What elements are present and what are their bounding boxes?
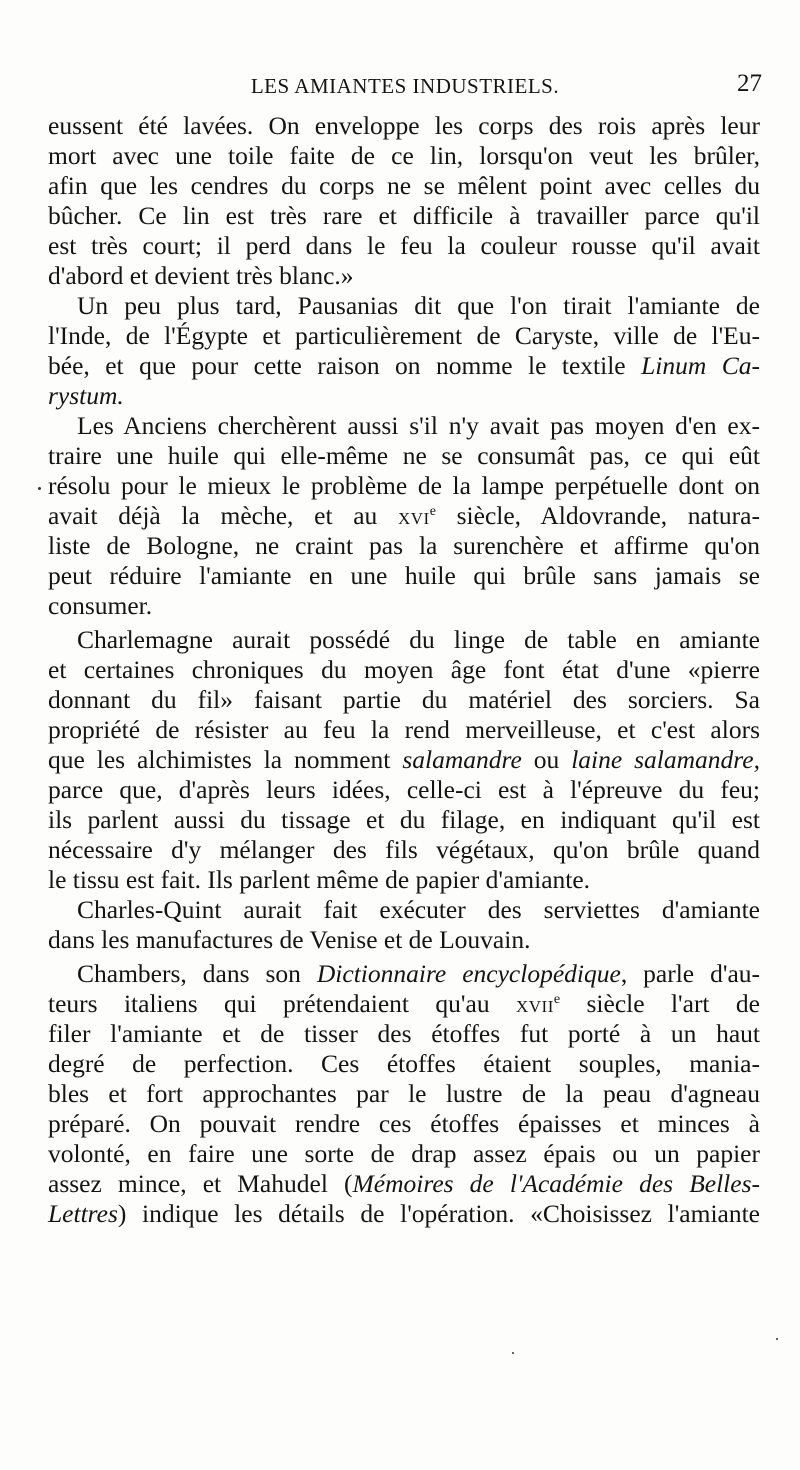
text-segment: Chambers, dans son [77,959,317,988]
text-line [48,1019,760,1049]
text-segment: Les Anciens cherchèrent aussi s'il n'y avait pas moyen d'en ex- [77,411,760,440]
text-line [48,411,760,441]
print-speck [38,487,41,490]
text-segment: ils parlent aussi du tissage et du filage, en indiquant qu'il est [48,805,760,834]
text-line [48,715,760,745]
text-line [48,989,760,1019]
text-segment: propriété de résister au feu la rend merveilleuse, et c'est alors [48,715,760,744]
text-line [48,111,760,141]
text-segment: XVII [515,997,554,1016]
text-line [48,775,760,805]
print-speck [776,1338,778,1340]
italic-text: Dictionnaire encyclopédique [316,959,621,988]
text-segment: parce que, d'après leurs idées, celle-ci est à l'épreuve du feu; [48,775,760,804]
text-line [48,291,760,321]
text-segment: siècle, Aldovrande, natura- [435,501,760,530]
text-line [48,231,760,261]
text-segment: Charles-Quint aurait fait exécuter des serviettes d'amiante [77,895,760,924]
text-segment: Un peu plus tard, Pausanias dit que l'on tirait l'amiante de [77,291,760,320]
text-segment: Charlemagne aurait possédé du linge de table en amiante [77,625,760,654]
text-segment: dans les manufactures de Venise et de Louvain. [48,925,531,954]
text-segment: résolu pour le mieux le problème de la lampe perpétuelle dont on [48,471,760,500]
text-line [48,591,760,621]
text-segment: le tissu est fait. Ils parlent même de papier d'amiante. [48,865,591,894]
text-line [48,1109,760,1139]
italic-text: rystum. [48,381,124,410]
text-segment: avait déjà la mèche, et au [48,501,398,530]
text-line [48,561,760,591]
text-line [48,925,760,955]
print-speck [512,1352,514,1354]
text-line [48,531,760,561]
text-line [48,865,760,895]
text-segment: degré de perfection. Ces étoffes étaient souples, mania- [48,1049,760,1078]
text-segment: consumer. [48,591,153,620]
text-segment: assez mince, et Mahudel ( [48,1169,353,1198]
text-line [48,835,760,865]
italic-text: Linum Ca- [641,351,761,380]
text-line [48,381,760,411]
text-line [48,959,760,989]
text-segment: et certaines chroniques du moyen âge font état d'une «pierre [48,655,760,684]
text-line [48,351,760,381]
text-line [48,1169,760,1199]
text-segment: mort avec une toile faite de ce lin, lorsqu'on veut les brûler, [48,141,760,170]
text-line [48,745,760,775]
text-line [48,625,760,655]
text-segment: afin que les cendres du corps ne se mêlent point avec celles du [48,171,760,200]
text-segment: nécessaire d'y mélanger des fils végétaux, qu'on brûle quand [48,835,760,864]
text-segment: XVI [397,509,430,528]
text-line [48,895,760,925]
text-line [48,141,760,171]
text-segment: e [429,504,436,519]
text-line [48,1049,760,1079]
text-segment: eussent été lavées. On enveloppe les corps des rois après leur [48,111,760,140]
text-line [48,171,760,201]
text-line [48,805,760,835]
text-segment: ) indique les détails de l'opération. «Choisissez l'amiante [117,1199,760,1228]
running-title: LES AMIANTES INDUSTRIELS. [250,74,560,98]
italic-text: salamandre [402,745,522,774]
text-segment: l'Inde, de l'Égypte et particulièrement de Caryste, ville de l'Eu- [48,321,760,350]
text-segment: , parle d'au- [620,959,761,988]
text-line [48,201,760,231]
text-segment: filer l'amiante et de tisser des étoffes fut porté à un haut [48,1019,760,1048]
text-segment: est très court; il perd dans le feu la couleur rousse qu'il avait [48,231,760,260]
text-segment: teurs italiens qui prétendaient qu'au [48,989,516,1018]
text-line [48,441,760,471]
italic-text: laine salamandre, [571,745,760,774]
text-segment: d'abord et devient très blanc.» [48,261,354,290]
text-line [48,501,760,531]
text-line [48,261,760,291]
text-segment: bûcher. Ce lin est très rare et difficile à travailler parce qu'il [48,201,760,230]
italic-text: Mémoires de l'Académie des Belles- [352,1169,760,1198]
text-line [48,471,760,501]
text-segment: liste de Bologne, ne craint pas la surenchère et affirme qu'on [48,531,760,560]
text-line [48,655,760,685]
text-line [48,1199,760,1229]
italic-text: Lettres [48,1199,118,1228]
text-segment: donnant du fil» faisant partie du matériel des sorciers. Sa [48,685,760,714]
text-segment: traire une huile qui elle-même ne se consumât pas, ce qui eût [48,441,760,470]
text-line [48,1079,760,1109]
running-header [48,70,762,104]
text-segment: volonté, en faire une sorte de drap assez épais ou un papier [48,1139,760,1168]
text-segment: peut réduire l'amiante en une huile qui brûle sans jamais se [48,561,760,590]
body-text [48,111,760,1229]
text-segment: ou [521,745,572,774]
text-segment: préparé. On pouvait rendre ces étoffes épaisses et minces à [48,1109,760,1138]
text-segment: siècle l'art de [560,989,760,1018]
text-segment: e [553,992,561,1007]
text-segment: que les alchimistes la nomment [48,745,403,774]
text-line [48,321,760,351]
page-number: 27 [737,70,762,97]
text-line [48,685,760,715]
text-segment: bles et fort approchantes par le lustre de la peau d'agneau [48,1079,760,1108]
text-segment: bée, et que pour cette raison on nomme le textile [48,351,642,380]
text-line [48,1139,760,1169]
